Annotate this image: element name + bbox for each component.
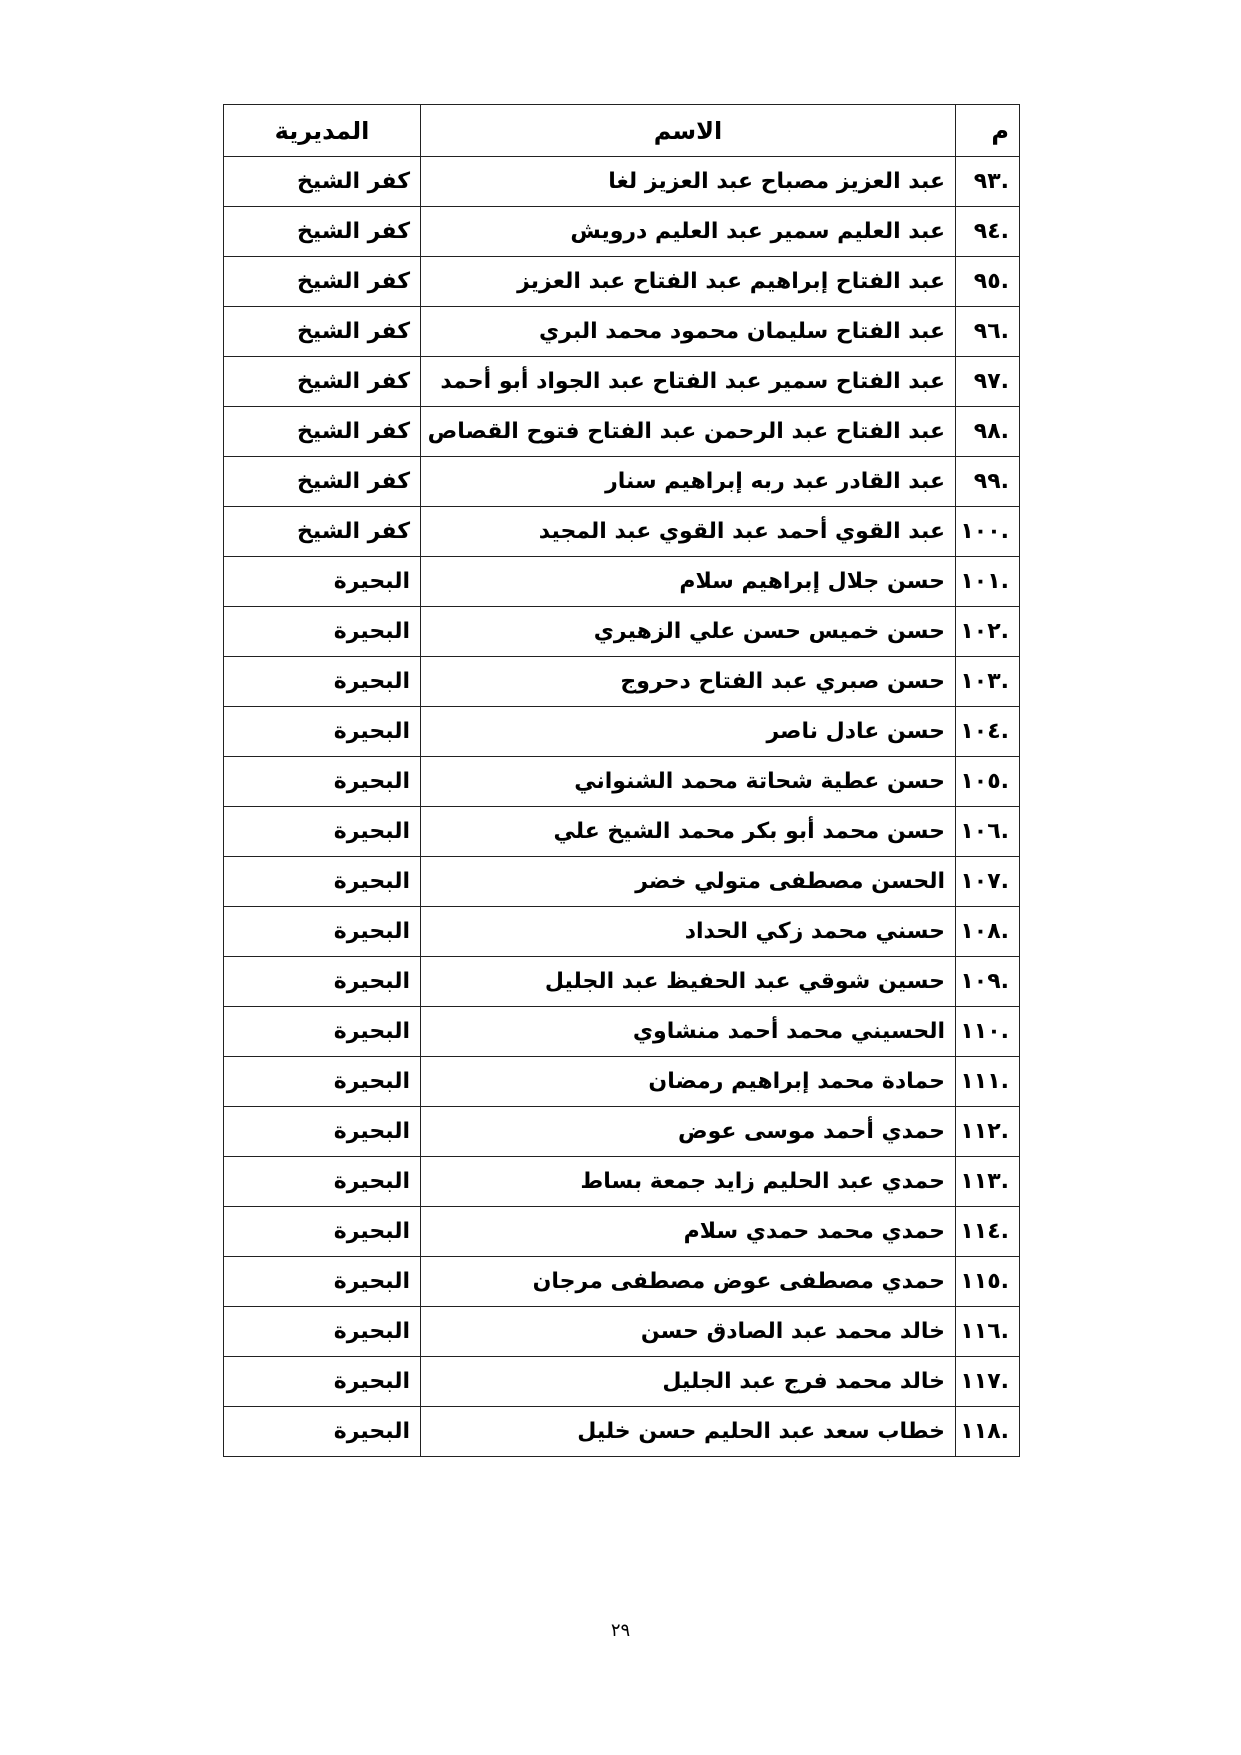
table-row <box>224 207 1020 257</box>
row-name: حسن عادل ناصر <box>421 707 956 757</box>
row-name: خالد محمد فرج عبد الجليل <box>421 1357 956 1407</box>
table-header <box>224 105 1020 157</box>
row-directorate: كفر الشيخ <box>224 257 421 307</box>
row-directorate: كفر الشيخ <box>224 457 421 507</box>
table-row <box>224 1357 1020 1407</box>
row-directorate: البحيرة <box>224 1107 421 1157</box>
row-name: خطاب سعد عبد الحليم حسن خليل <box>421 1407 956 1457</box>
row-directorate: كفر الشيخ <box>224 507 421 557</box>
row-number: .١٠٤ <box>956 707 1020 757</box>
row-directorate: كفر الشيخ <box>224 407 421 457</box>
row-directorate: البحيرة <box>224 707 421 757</box>
row-number: .١٠٩ <box>956 957 1020 1007</box>
table-row <box>224 907 1020 957</box>
names-table <box>223 104 1020 1457</box>
row-number: .٩٧ <box>956 357 1020 407</box>
row-name: عبد الفتاح سمير عبد الفتاح عبد الجواد أبو أحمد <box>421 357 956 407</box>
row-number: .١١٠ <box>956 1007 1020 1057</box>
table-row <box>224 557 1020 607</box>
table-row <box>224 1057 1020 1107</box>
table-row <box>224 157 1020 207</box>
row-name: عبد الفتاح إبراهيم عبد الفتاح عبد العزيز <box>421 257 956 307</box>
row-directorate: البحيرة <box>224 757 421 807</box>
row-name: عبد العليم سمير عبد العليم درويش <box>421 207 956 257</box>
row-name: حسن محمد أبو بكر محمد الشيخ علي <box>421 807 956 857</box>
row-directorate: البحيرة <box>224 1257 421 1307</box>
row-number: .١١٦ <box>956 1307 1020 1357</box>
header-directorate: المديرية <box>224 105 421 157</box>
row-directorate: البحيرة <box>224 807 421 857</box>
row-number: .١٠٥ <box>956 757 1020 807</box>
row-name: حمدي محمد حمدي سلام <box>421 1207 956 1257</box>
row-name: حسن خميس حسن علي الزهيري <box>421 607 956 657</box>
table-row <box>224 257 1020 307</box>
table-row <box>224 707 1020 757</box>
row-name: حسني محمد زكي الحداد <box>421 907 956 957</box>
row-number: .١١٥ <box>956 1257 1020 1307</box>
row-name: حمدي عبد الحليم زايد جمعة بساط <box>421 1157 956 1207</box>
row-name: عبد القوي أحمد عبد القوي عبد المجيد <box>421 507 956 557</box>
row-number: .١٠٨ <box>956 907 1020 957</box>
header-number: م <box>956 105 1020 157</box>
row-number: .٩٤ <box>956 207 1020 257</box>
row-number: .١٠٧ <box>956 857 1020 907</box>
row-name: الحسن مصطفى متولي خضر <box>421 857 956 907</box>
row-name: عبد الفتاح سليمان محمود محمد البري <box>421 307 956 357</box>
row-name: عبد القادر عبد ربه إبراهيم سنار <box>421 457 956 507</box>
table-row <box>224 1107 1020 1157</box>
row-number: .٩٩ <box>956 457 1020 507</box>
row-directorate: البحيرة <box>224 1157 421 1207</box>
row-name: حمدي مصطفى عوض مصطفى مرجان <box>421 1257 956 1307</box>
table-row <box>224 1407 1020 1457</box>
row-number: .١١٢ <box>956 1107 1020 1157</box>
row-directorate: البحيرة <box>224 857 421 907</box>
row-number: .٩٦ <box>956 307 1020 357</box>
row-directorate: كفر الشيخ <box>224 157 421 207</box>
table-row <box>224 1307 1020 1357</box>
row-directorate: البحيرة <box>224 607 421 657</box>
table-row <box>224 357 1020 407</box>
row-number: .١١١ <box>956 1057 1020 1107</box>
row-number: .١١٧ <box>956 1357 1020 1407</box>
row-name: حسن صبري عبد الفتاح دحروج <box>421 657 956 707</box>
row-directorate: البحيرة <box>224 1357 421 1407</box>
row-name: الحسيني محمد أحمد منشاوي <box>421 1007 956 1057</box>
row-directorate: البحيرة <box>224 1407 421 1457</box>
row-directorate: كفر الشيخ <box>224 207 421 257</box>
row-number: .١٠٢ <box>956 607 1020 657</box>
row-directorate: البحيرة <box>224 1207 421 1257</box>
row-number: .٩٥ <box>956 257 1020 307</box>
table-row <box>224 507 1020 557</box>
row-name: عبد الفتاح عبد الرحمن عبد الفتاح فتوح القصاص <box>421 407 956 457</box>
row-name: حسن عطية شحاتة محمد الشنواني <box>421 757 956 807</box>
row-name: حسين شوقي عبد الحفيظ عبد الجليل <box>421 957 956 1007</box>
table-row <box>224 407 1020 457</box>
row-directorate: كفر الشيخ <box>224 357 421 407</box>
row-directorate: البحيرة <box>224 1007 421 1057</box>
table-row <box>224 1157 1020 1207</box>
table-row <box>224 757 1020 807</box>
page-number: ٢٩ <box>610 1620 631 1641</box>
row-directorate: البحيرة <box>224 907 421 957</box>
row-directorate: البحيرة <box>224 1057 421 1107</box>
row-number: .١٠٣ <box>956 657 1020 707</box>
table-body <box>224 157 1020 1457</box>
row-name: خالد محمد عبد الصادق حسن <box>421 1307 956 1357</box>
table-row <box>224 457 1020 507</box>
row-name: عبد العزيز مصباح عبد العزيز لغا <box>421 157 956 207</box>
table-row <box>224 957 1020 1007</box>
row-directorate: كفر الشيخ <box>224 307 421 357</box>
row-directorate: البحيرة <box>224 1307 421 1357</box>
row-name: حسن جلال إبراهيم سلام <box>421 557 956 607</box>
table-row <box>224 1207 1020 1257</box>
table-row <box>224 657 1020 707</box>
row-number: .٩٨ <box>956 407 1020 457</box>
row-directorate: البحيرة <box>224 657 421 707</box>
header-row <box>224 105 1020 157</box>
row-number: .١١٨ <box>956 1407 1020 1457</box>
row-number: .١٠٦ <box>956 807 1020 857</box>
row-directorate: البحيرة <box>224 957 421 1007</box>
table-row <box>224 807 1020 857</box>
row-number: .٩٣ <box>956 157 1020 207</box>
table-row <box>224 307 1020 357</box>
table-row <box>224 607 1020 657</box>
row-number: .١٠٠ <box>956 507 1020 557</box>
header-name: الاسم <box>421 105 956 157</box>
row-name: حمادة محمد إبراهيم رمضان <box>421 1057 956 1107</box>
row-number: .١١٤ <box>956 1207 1020 1257</box>
table-row <box>224 1257 1020 1307</box>
table-row <box>224 857 1020 907</box>
row-number: .١١٣ <box>956 1157 1020 1207</box>
table-row <box>224 1007 1020 1057</box>
row-directorate: البحيرة <box>224 557 421 607</box>
row-number: .١٠١ <box>956 557 1020 607</box>
row-name: حمدي أحمد موسى عوض <box>421 1107 956 1157</box>
